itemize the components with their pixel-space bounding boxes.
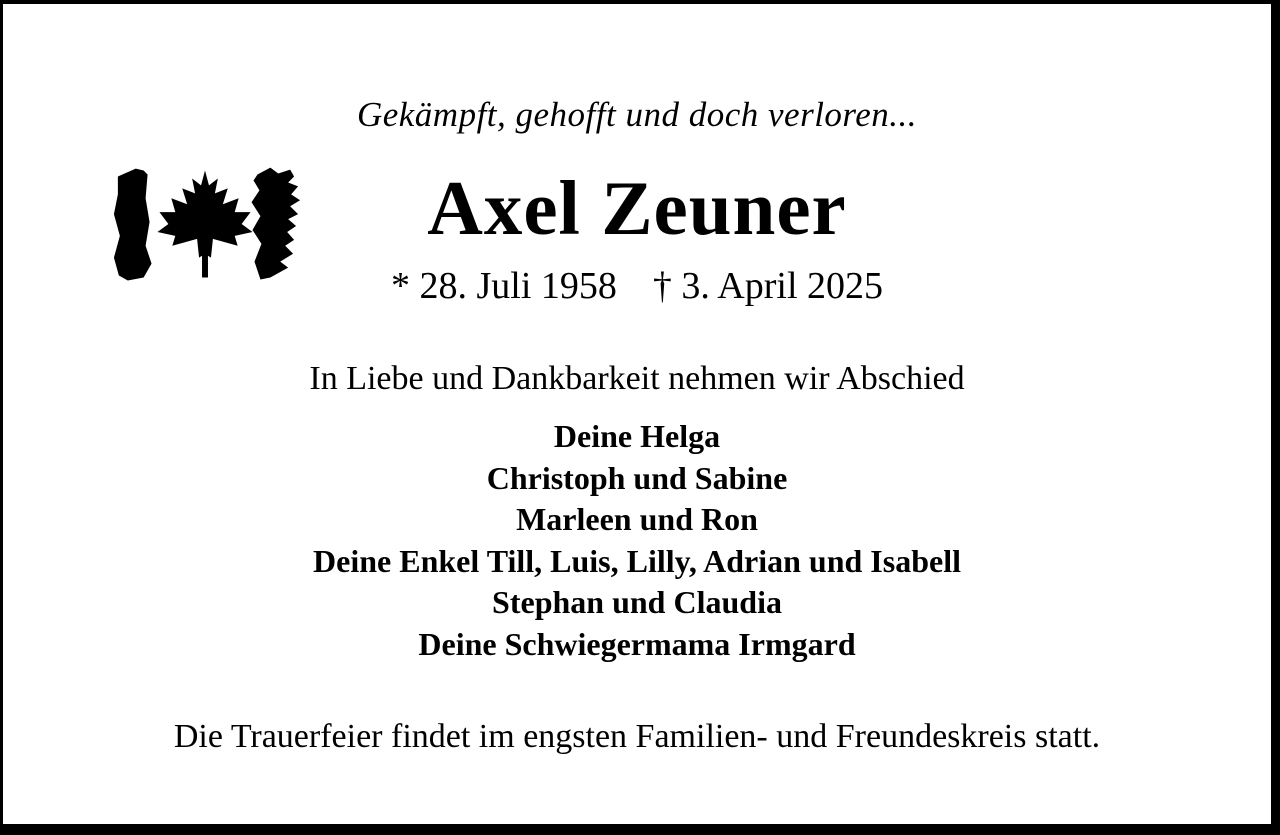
mourners-list bbox=[3, 416, 1271, 665]
mourner-line: Stephan und Claudia bbox=[492, 584, 782, 620]
ceremony-note: Die Trauerfeier findet im engsten Familien- und Freundeskreis statt. bbox=[173, 718, 1101, 755]
mourner-line: Deine Helga bbox=[553, 418, 721, 454]
mourner-line: Christoph und Sabine bbox=[486, 459, 788, 496]
deceased-name: Axel Zeuner bbox=[427, 165, 847, 251]
mourner-line: Deine Schwiegermama Irmgard bbox=[418, 625, 856, 662]
epigraph: Gekämpft, gehofft und doch verloren... bbox=[356, 95, 918, 134]
mourner-line: Deine Enkel Till, Luis, Lilly, Adrian und Isabell bbox=[313, 542, 961, 579]
life-dates bbox=[3, 267, 1271, 305]
mourner-line: Marleen und Ron bbox=[516, 501, 758, 537]
birth-date: * 28. Juli 1958 bbox=[390, 265, 617, 307]
death-date: † 3. April 2025 bbox=[652, 265, 884, 307]
farewell-line: In Liebe und Dankbarkeit nehmen wir Abschied bbox=[309, 360, 965, 397]
